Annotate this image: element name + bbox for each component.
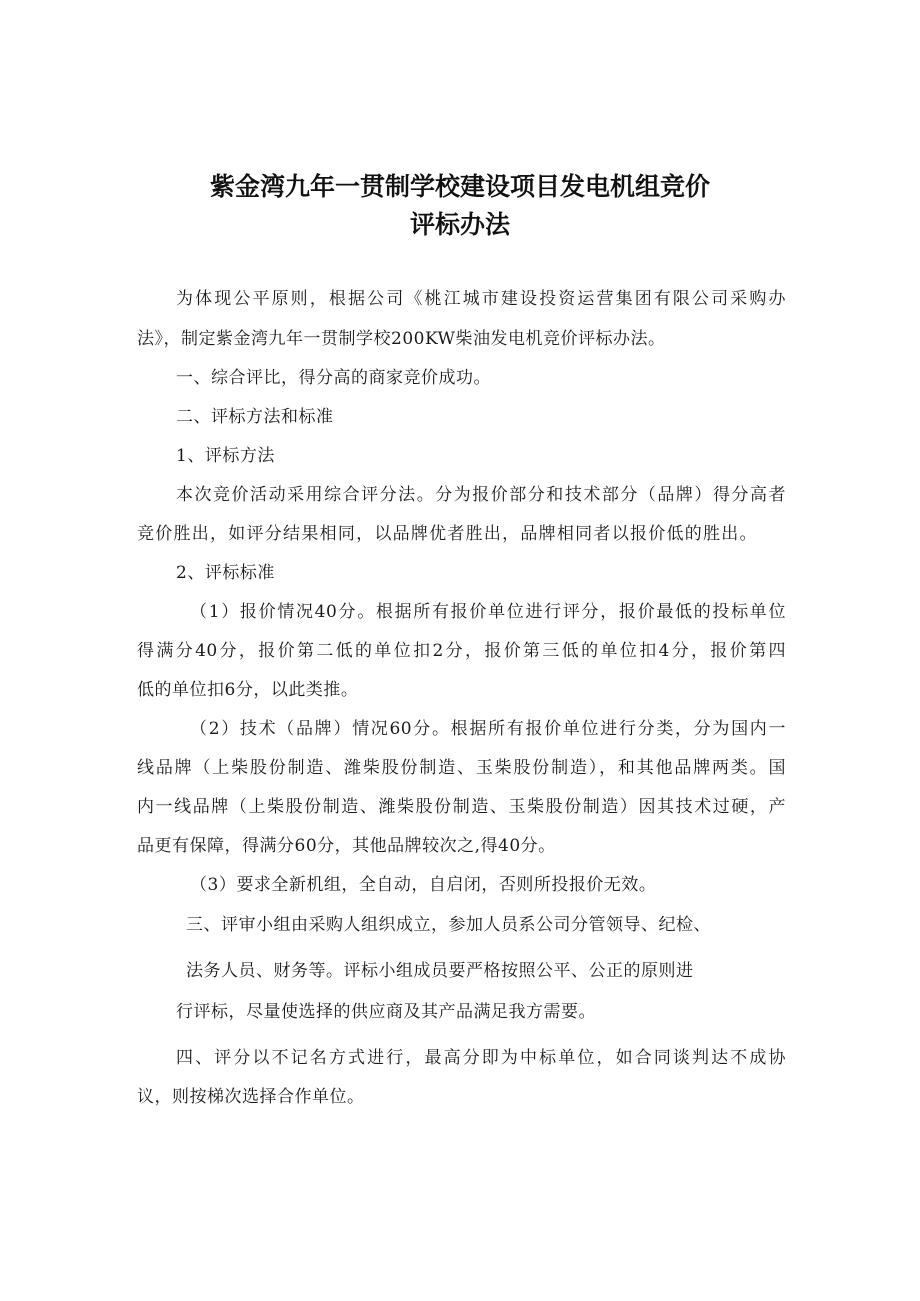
- criterion-2-line-3: 内一线品牌（上柴股份制造、潍柴股份制造、玉柴股份制造）因其技术过硬，产: [137, 797, 786, 817]
- method-paragraph-line-1: 本次竞价活动采用综合评分法。分为报价部分和技术部分（品牌）得分高者: [176, 485, 786, 505]
- section-4-line-1: 四、评分以不记名方式进行，最高分即为中标单位，如合同谈判达不成协: [176, 1048, 786, 1068]
- document-title-line-1: 紫金湾九年一贯制学校建设项目发电机组竞价: [209, 172, 710, 201]
- section-3-line-2: 法务人员、财务等。评标小组成员要严格按照公平、公正的原则进: [186, 961, 694, 981]
- criterion-1-line-2: 得满分40分，报价第二低的单位扣2分，报价第三低的单位扣4分，报价第四: [137, 641, 786, 661]
- criterion-2-line-1: （2）技术（品牌）情况60分。根据所有报价单位进行分类，分为国内一: [190, 719, 786, 739]
- criterion-1-line-3: 低的单位扣6分，以此类推。: [137, 680, 359, 700]
- criterion-1-line-1: （1）报价情况40分。根据所有报价单位进行评分，报价最低的投标单位: [190, 602, 786, 622]
- intro-paragraph-line-2: 法》，制定紫金湾九年一贯制学校200KW柴油发电机竞价评标办法。: [137, 329, 666, 349]
- intro-paragraph-line-1: 为体现公平原则，根据公司《桃江城市建设投资运营集团有限公司采购办: [176, 289, 786, 309]
- section-2-heading: 二、评标方法和标准: [176, 407, 334, 427]
- criterion-3-line: （3）要求全新机组，全自动，自启闭，否则所投报价无效。: [190, 875, 657, 895]
- section-1-heading: 一、综合评比，得分高的商家竞价成功。: [176, 368, 491, 388]
- section-3-line-1: 三、评审小组由采购人组织成立，参加人员系公司分管领导、纪检、: [186, 915, 711, 935]
- criterion-2-line-4: 品更有保障，得满分60分，其他品牌较次之,得40分。: [137, 836, 556, 856]
- section-3-line-3: 行评标，尽量使选择的供应商及其产品满足我方需要。: [176, 1002, 596, 1022]
- document-title-line-2: 评标办法: [409, 210, 510, 239]
- subsection-2-2-heading: 2、评标标准: [176, 563, 275, 583]
- subsection-2-1-heading: 1、评标方法: [176, 446, 275, 466]
- criterion-2-line-2: 线品牌（上柴股份制造、潍柴股份制造、玉柴股份制造），和其他品牌两类。国: [137, 758, 786, 778]
- section-4-line-2: 议，则按梯次选择合作单位。: [137, 1087, 365, 1107]
- method-paragraph-line-2: 竞价胜出，如评分结果相同，以品牌优者胜出，品牌相同者以报价低的胜出。: [137, 524, 757, 544]
